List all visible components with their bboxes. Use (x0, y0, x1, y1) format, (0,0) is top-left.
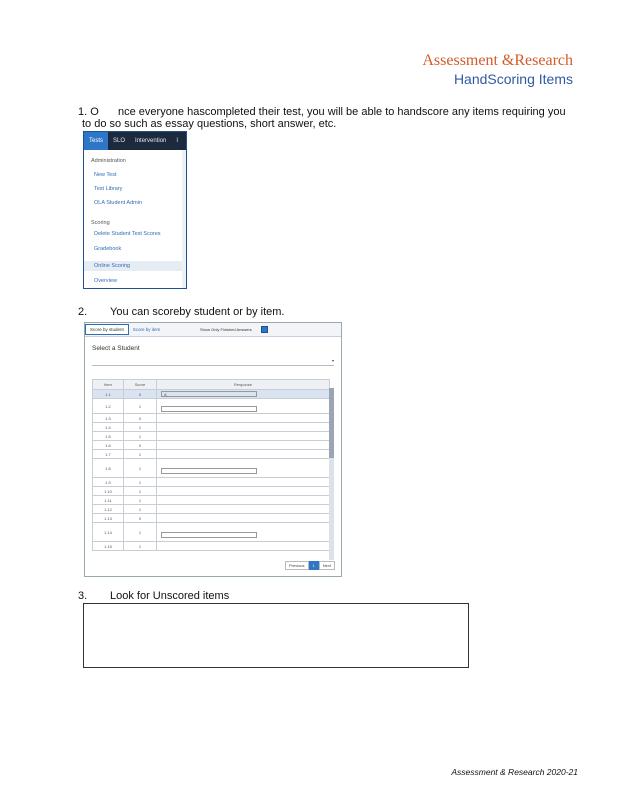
table-row[interactable] (93, 496, 330, 505)
cell-response (157, 399, 330, 414)
cell-score: 1 (124, 478, 157, 487)
col-score: Score (124, 380, 157, 390)
cell-response (157, 450, 330, 459)
doc-subtitle: HandScoring Items (453, 71, 573, 87)
menu-ola-student-admin[interactable]: OLA Student Admin (94, 200, 143, 206)
score-table (92, 379, 330, 551)
menu-test-library[interactable]: Test Library (94, 186, 123, 192)
step3-number: 3. (78, 590, 88, 602)
table-row[interactable] (93, 432, 330, 441)
cell-response (157, 496, 330, 505)
select-student-label: Select a Student (92, 345, 140, 352)
cell-item: 1.13 (93, 514, 124, 523)
chevron-down-icon: ▾ (331, 358, 334, 363)
cell-item: 1.8 (93, 459, 124, 478)
cell-score: 1 (124, 399, 157, 414)
scrollbar-thumb[interactable] (329, 388, 334, 458)
tab-intervention[interactable]: Intervention (135, 138, 167, 144)
cell-response (157, 441, 330, 450)
cell-score: 1 (124, 487, 157, 496)
page-1-button[interactable]: 1 (309, 561, 319, 570)
table-row[interactable] (93, 399, 330, 414)
cell-score: 1 (124, 496, 157, 505)
table-row[interactable] (93, 441, 330, 450)
scoring-tabs (85, 323, 341, 337)
cell-item: 1.15 (93, 542, 124, 551)
table-row[interactable] (93, 478, 330, 487)
cell-response (157, 505, 330, 514)
step1-line1: nce everyone hascompleted their test, you will be able to handscore any items requiring you (118, 106, 566, 118)
menu-overview[interactable]: Overview (94, 278, 117, 284)
show-finished-label: Show Only Finished Answers (200, 327, 252, 332)
menu-new-test[interactable]: New Test (94, 172, 117, 178)
cell-response (157, 523, 330, 542)
tab-score-by-item[interactable]: Score by item (132, 327, 161, 332)
cell-response (157, 432, 330, 441)
cell-item: 1.5 (93, 432, 124, 441)
cell-score: 1 (124, 450, 157, 459)
cell-score: 0 (124, 390, 157, 399)
step1-line2: to do so such as essay questions, short answer, etc. (82, 118, 337, 130)
cell-response (157, 459, 330, 478)
cell-item: 1.4 (93, 423, 124, 432)
table-row[interactable] (93, 487, 330, 496)
cell-score: 1 (124, 542, 157, 551)
step1-number: 1. O (78, 106, 99, 118)
cell-response (157, 414, 330, 423)
cell-item: 1.12 (93, 505, 124, 514)
table-row[interactable] (93, 542, 330, 551)
cell-response (157, 478, 330, 487)
cell-response (157, 514, 330, 523)
empty-image-box (83, 603, 469, 668)
tab-score-by-student[interactable]: Score by student (85, 324, 129, 335)
cell-score: 1 (124, 432, 157, 441)
response-dropdown[interactable] (161, 532, 257, 538)
tab-more[interactable]: I (176, 138, 179, 144)
cell-item: 1.10 (93, 487, 124, 496)
table-row[interactable] (93, 414, 330, 423)
step2-number: 2. (78, 306, 88, 318)
cell-item: 1.1 (93, 390, 124, 399)
previous-button[interactable]: Previous (285, 561, 309, 570)
cell-score: 0 (124, 441, 157, 450)
cell-item: 1.6 (93, 441, 124, 450)
table-row[interactable] (93, 450, 330, 459)
response-dropdown[interactable] (161, 406, 257, 412)
table-row[interactable] (93, 459, 330, 478)
cell-item: 1.3 (93, 414, 124, 423)
pagination (285, 561, 335, 570)
cell-score: 1 (124, 459, 157, 478)
cell-score: 0 (124, 514, 157, 523)
cell-item: 1.9 (93, 478, 124, 487)
page-background-edge (182, 150, 186, 288)
cell-item: 1.11 (93, 496, 124, 505)
cell-response (157, 542, 330, 551)
scoring-screenshot (84, 322, 342, 577)
top-nav-bar (84, 132, 186, 150)
cell-score: 1 (124, 523, 157, 542)
cell-score: 1 (124, 423, 157, 432)
student-dropdown[interactable] (92, 358, 334, 366)
col-response: Response (157, 380, 330, 390)
table-row[interactable] (93, 505, 330, 514)
cell-response (157, 423, 330, 432)
table-row[interactable] (93, 390, 330, 399)
step2-text: You can scoreby student or by item. (110, 306, 285, 318)
tab-tests[interactable]: Tests (84, 132, 108, 150)
tab-slo[interactable]: SLO (113, 138, 126, 144)
page-footer: Assessment & Research 2020-21 (451, 767, 578, 777)
cell-response (157, 390, 330, 399)
menu-gradebook[interactable]: Gradebook (94, 246, 122, 252)
response-dropdown[interactable] (161, 468, 257, 474)
table-row[interactable] (93, 523, 330, 542)
col-item[interactable]: Item (93, 380, 124, 390)
table-row[interactable] (93, 423, 330, 432)
cell-item: 1.2 (93, 399, 124, 414)
administration-header: Administration (91, 158, 126, 164)
menu-delete-scores[interactable]: Delete Student Test Scores (94, 231, 161, 237)
cell-score: 0 (124, 414, 157, 423)
menu-online-scoring[interactable]: Online Scoring (84, 261, 186, 271)
next-button[interactable]: Next (319, 561, 335, 570)
step3-text: Look for Unscored items (110, 590, 230, 602)
menu-screenshot (83, 131, 187, 289)
table-row[interactable] (93, 514, 330, 523)
cell-item: 1.14 (93, 523, 124, 542)
response-dropdown[interactable]: A (161, 391, 257, 397)
cell-response (157, 487, 330, 496)
doc-title: Assessment &Research (422, 52, 573, 69)
cell-score: 1 (124, 505, 157, 514)
cell-item: 1.7 (93, 450, 124, 459)
show-finished-checkbox[interactable] (261, 326, 268, 333)
scoring-header: Scoring (91, 220, 110, 226)
